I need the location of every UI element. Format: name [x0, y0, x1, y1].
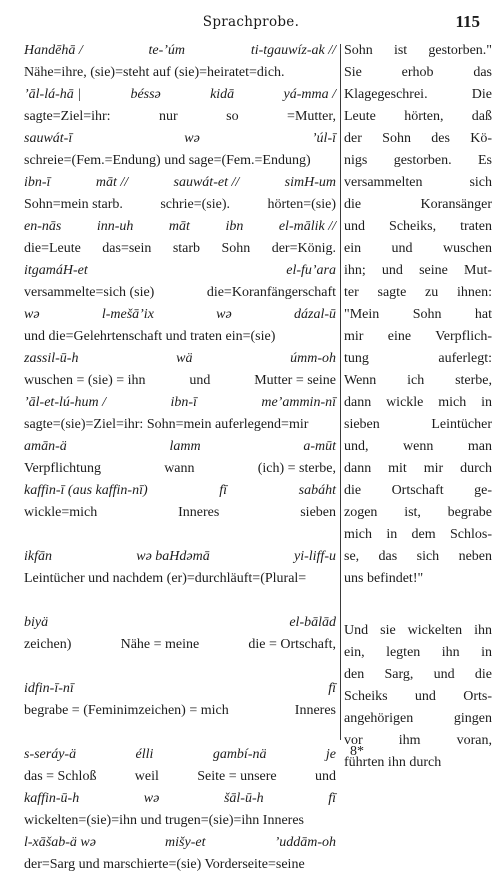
word: Mutter = seine [254, 373, 336, 388]
word: wickle=mich [24, 505, 98, 520]
word: fī [219, 483, 228, 498]
word: (ich) = sterbe, [257, 461, 336, 476]
word: idfin-ī-nī [24, 681, 74, 696]
word: das = Schloß [24, 769, 97, 784]
word: inn-uh [96, 219, 134, 234]
word: wə [216, 307, 232, 322]
translation-column [344, 40, 492, 770]
transliteration-line [24, 348, 336, 370]
word: das=sein [102, 241, 152, 256]
translation-line: führten ihn durch [344, 755, 442, 770]
word: Leintücher und nachdem (er)=durchläuft=(Plural= [24, 571, 307, 586]
word: wə baHdəmā [136, 549, 210, 564]
transliteration-line [24, 40, 336, 62]
gloss-line [24, 194, 336, 216]
word: und [189, 373, 211, 388]
word: ibn-ī [170, 395, 197, 410]
transliteration-line [24, 304, 336, 326]
word: zassil-ū-h [24, 351, 79, 366]
gloss-line [24, 414, 336, 436]
gloss-line [24, 568, 336, 590]
word: mišy-et [165, 835, 206, 850]
word: el-mālik // [278, 219, 336, 234]
transliteration-line [24, 128, 336, 150]
word: begrabe = (Feminimzeichen) = mich [24, 703, 229, 718]
word: sauwát-et // [173, 175, 240, 190]
translation-line: zogen ist, begrabe [344, 505, 492, 520]
gloss-line [24, 700, 336, 722]
transliteration-line [24, 788, 336, 810]
word: ʼāl-lá-hā | [24, 87, 82, 102]
page-header [0, 12, 502, 38]
word: Verpflichtung [24, 461, 101, 476]
translation-line: Sohn ist gestorben." [344, 43, 492, 58]
translation-line: versammelten sich [344, 175, 492, 190]
word: dázal-ū [294, 307, 336, 322]
running-head: Sprachprobe. [202, 14, 300, 30]
gloss-line [24, 370, 336, 392]
transliteration-line [24, 678, 336, 700]
word: Seite = unsere [197, 769, 277, 784]
word: ʼāl-et-lú-hum / [24, 395, 107, 410]
word: úmm-oh [290, 351, 336, 366]
gloss-line [24, 106, 336, 128]
word: meʼammin-nī [261, 395, 336, 410]
word: wə [184, 131, 200, 146]
word: fī [328, 681, 336, 696]
word: starb [172, 241, 201, 256]
word: je [325, 747, 336, 762]
word: ibn-ī [24, 175, 51, 190]
word: te-ʼúm [148, 43, 186, 58]
translation-line: dann mit mir durch [344, 461, 492, 476]
word: el-bālād [289, 615, 336, 630]
translation-line: den Sarg, und die [344, 667, 492, 682]
word: weil [134, 769, 159, 784]
gloss-line [24, 238, 336, 260]
word: yá-mma / [283, 87, 336, 102]
transliteration-line [24, 216, 336, 238]
word: ʼuddām-oh [274, 835, 336, 850]
page-number: 115 [455, 12, 480, 31]
translation-line: mir eine Verpflich- [344, 329, 492, 344]
translation-line: Und sie wickelten ihn [344, 623, 492, 638]
word: gambí-nä [212, 747, 267, 762]
word: māt [168, 219, 190, 234]
translation-line: Klagegeschrei. Die [344, 87, 492, 102]
translation-line: nigs gestorben. Es [344, 153, 492, 168]
word: sabáht [298, 483, 336, 498]
word: der=Sarg und marschierte=(sie) Vorderseite=seine [24, 857, 305, 872]
gloss-line [24, 810, 336, 832]
word: šāl-ū-h [223, 791, 264, 806]
word: Sohn=mein starb. [24, 197, 123, 212]
transliteration-line [24, 744, 336, 766]
word: sagte=(sie)=Ziel=ihr: Sohn=mein auferlegend=mir [24, 417, 309, 432]
word: der=König. [271, 241, 336, 256]
translation-line: und, wenn man [344, 439, 492, 454]
translation-line: und Scheiks, traten [344, 219, 492, 234]
translation-line: sieben Leintücher [344, 417, 492, 432]
word: s-seráy-ä [24, 747, 77, 762]
word: zeichen) [24, 637, 72, 652]
transliteration-line [24, 832, 336, 854]
translation-line: dann wickle mich in [344, 395, 492, 410]
word: a-mūt [303, 439, 336, 454]
transliteration-line [24, 260, 336, 282]
word: l-xāšab-ä wə [24, 835, 96, 850]
word: Nähe = meine [120, 637, 200, 652]
word: die=Koranfängerschaft [206, 285, 336, 300]
word: lamm [169, 439, 201, 454]
translation-line: Scheiks und Orts- [344, 689, 492, 704]
word: māt // [95, 175, 129, 190]
transliteration-line [24, 546, 336, 568]
word: wä [176, 351, 193, 366]
word: versammelte=sich (sie) [24, 285, 155, 300]
interlinear-column [24, 40, 336, 876]
word: kaffin-ī (aus kaffin-nī) [24, 483, 148, 498]
word: Sohn [221, 241, 251, 256]
transliteration-line [24, 84, 336, 106]
translation-line: der Sohn des Kö- [344, 131, 492, 146]
transliteration-line [24, 172, 336, 194]
gloss-line [24, 62, 336, 84]
word: béssə [130, 87, 161, 102]
word: l-mešāʼix [101, 307, 154, 322]
translation-line: Leute hörten, daß [344, 109, 492, 124]
word: nur [159, 109, 178, 124]
word: wickelten=(sie)=ihn und trugen=(sie)=ihn Inneres [24, 813, 304, 828]
word: schreie=(Fem.=Endung) und sage=(Fem.=Endung) [24, 153, 311, 168]
gloss-line [24, 326, 336, 348]
word: sauwát-ī [24, 131, 73, 146]
word: Inneres [178, 505, 220, 520]
translation-line: angehörigen gingen [344, 711, 492, 726]
word: élli [135, 747, 154, 762]
word: yi-liff-u [294, 549, 336, 564]
translation-line: ter sagte zu ihnen: [344, 285, 492, 300]
translation-paragraph-2 [344, 620, 492, 774]
translation-line: mich in dem Schlos- [344, 527, 492, 542]
word: die = Ortschaft, [248, 637, 336, 652]
translation-line: "Mein Sohn hat [344, 307, 492, 322]
word: ikfān [24, 549, 52, 564]
gloss-line [24, 502, 336, 524]
translation-line: uns befindet!" [344, 571, 424, 586]
gloss-line [24, 766, 336, 788]
gloss-line [24, 634, 336, 656]
word: =Mutter, [287, 109, 336, 124]
word: wə [24, 307, 40, 322]
word: hörten=(sie) [267, 197, 336, 212]
transliteration-line [24, 392, 336, 414]
word: wuschen = (sie) = ihn [24, 373, 146, 388]
translation-line: tung auferlegt: [344, 351, 492, 366]
word: wann [164, 461, 195, 476]
translation-line: die Koransänger [344, 197, 492, 212]
word: wə [143, 791, 160, 806]
word: sagte=Ziel=ihr: [24, 109, 111, 124]
translation-line: ihn; und seine Mut- [344, 263, 492, 278]
word: und [315, 769, 336, 784]
gloss-line [24, 282, 336, 304]
gloss-line [24, 150, 336, 172]
gloss-line [24, 854, 336, 876]
word: el-fuʼara [286, 263, 336, 278]
transliteration-line [24, 612, 336, 634]
translation-line: Wenn ich sterbe, [344, 373, 492, 388]
signature-mark: 8* [350, 744, 364, 759]
transliteration-line [24, 480, 336, 502]
word: fī [328, 791, 336, 806]
translation-line: ein und wuschen [344, 241, 492, 256]
word: die=Leute [24, 241, 81, 256]
word: Inneres [294, 703, 336, 718]
translation-line: se, das sich neben [344, 549, 492, 564]
word: ibn [225, 219, 244, 234]
word: schrie=(sie). [160, 197, 231, 212]
translation-paragraph-1 [344, 40, 492, 590]
word: so [226, 109, 239, 124]
translation-line: ein, legten ihn in [344, 645, 492, 660]
word: Handēhā / [24, 43, 83, 58]
word: kidā [210, 87, 235, 102]
gloss-line [24, 458, 336, 480]
word: ti-tgauwíz-ak // [250, 43, 336, 58]
word: Nähe=ihre, (sie)=steht auf (sie)=heiratet=dich. [24, 65, 285, 80]
word: itgamáH-et [24, 263, 88, 278]
word: biyä [24, 615, 49, 630]
word: und die=Gelehrtenschaft und traten ein=(sie) [24, 329, 276, 344]
transliteration-line [24, 436, 336, 458]
translation-line: vor ihm voran, [344, 733, 492, 748]
translation-line: Sie erhob das [344, 65, 492, 80]
word: ʼúl-ī [311, 131, 336, 146]
word: sieben [300, 505, 336, 520]
word: kaffin-ū-h [24, 791, 80, 806]
word: simH-um [284, 175, 336, 190]
column-divider [340, 44, 341, 740]
translation-line: die Ortschaft ge- [344, 483, 492, 498]
word: amān-ä [24, 439, 67, 454]
word: en-nās [24, 219, 62, 234]
